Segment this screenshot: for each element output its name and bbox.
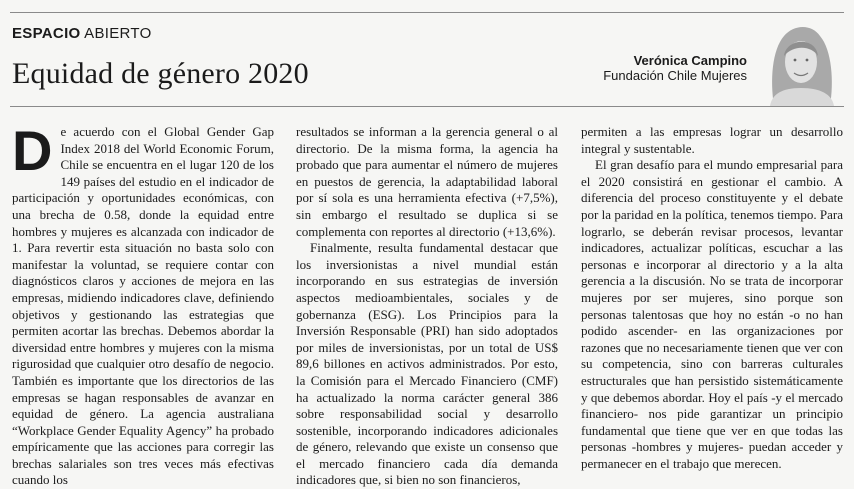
section-label [12,25,152,42]
paragraph: resultados se informan a la gerencia general o al directorio. De la misma forma, la agencia ha probado que para aumentar el número de mujeres en puestos de gerencia, la adaptabilidad laboral por sí sola es una herramienta efectiva (+7,5%), sin embargo el resultado se duplica si se complementa con reportes al directorio (+13,6%). [296,124,558,239]
section-label-light: ABIERTO [84,25,152,42]
headline: Equidad de género 2020 [12,57,309,90]
section-label-bold: ESPACIO [12,25,81,42]
paragraph: e acuerdo con el Global Gender Gap Index 2018 del World Economic Forum, Chile se encuentra en el lugar 120 de los 149 países del estudio en el indicador de participación y oportunidades económicas, con una brecha de 0.58, donde la equidad entre hombres y mujeres es alcanzada con indicador de 1. Para revertir esta situación no basta solo con manifestar la voluntad, se requiere contar con diagnósticos claros y acciones de mejora en las empresas, midiendo indicadores clave, definiendo objetivos y gestionando las estrategias que permiten acortar las brechas. Debemos abordar la diversidad entre hombres y mujeres con la misma rigurosidad que cualquier otro desafío de negocio. También es importante que los directorios de las empresas se hagan responsables de avanzar en equidad de género. La agencia australiana “Workplace Gender Equality Agency” ha probado empíricamente que las acciones para corregir las brechas salariales son tres veces más efectivas cuando los [12,124,274,488]
author-portrait [760,20,842,106]
top-rule [10,12,844,13]
paragraph: Finalmente, resulta fundamental destacar que los inversionistas a nivel mundial están incorporando en sus estrategias de inversión aspectos medioambientales, sociales y de gobernanza (ESG). Los Principios para la Inversión Responsable (PRI) han sido adoptados por miles de inversionistas, por un total de US$ 89,6 billones en activos administrados. Por esto, la Comisión para el Mercado Financiero (CMF) ha actualizado la norma carácter general 386 sobre responsabilidad social y desarrollo sostenible, incorporando indicadores adicionales de género, relevando que existe un consenso que el mercado financiero cada día demanda indicadores que, si bien no son financieros, [296,240,558,488]
author-name: Verónica Campino [633,53,747,68]
article-column-3 [581,124,843,470]
paragraph: El gran desafío para el mundo empresarial para el 2020 consistirá en gestionar el cambio. A diferencia del proceso constituyente y el debate por la paridad en la política, tenemos tiempo. Para lograrlo, se deberán revisar procesos, levantar indicadores, actualizar políticas, escuchar a las personas e incorporar al directorio y a la alta gerencia a la discusión. No se trata de incorporar mujeres por ser mujeres, sino porque son personas talentosas que hoy no están -o no han podido ascender- en las organizaciones por razones que no necesariamente tienen que ver con su competencia, sino con barreras culturales estructurales que han persistido sistemáticamente y que debemos abordar. Hoy el país -y el mercado financiero- nos pide garantizar un principio fundamental que tiene que ver en que todas las personas -hombres y mujeres- puedan acceder y permanecer en el trabajo que merecen. [581,157,843,471]
drop-cap: D [12,119,53,182]
article-column-1 [12,119,274,488]
author-organization: Fundación Chile Mujeres [603,68,747,83]
paragraph: permiten a las empresas lograr un desarrollo integral y sustentable. [581,124,843,156]
article-column-2 [296,124,558,488]
header-rule [10,106,844,107]
author-byline [603,53,747,83]
